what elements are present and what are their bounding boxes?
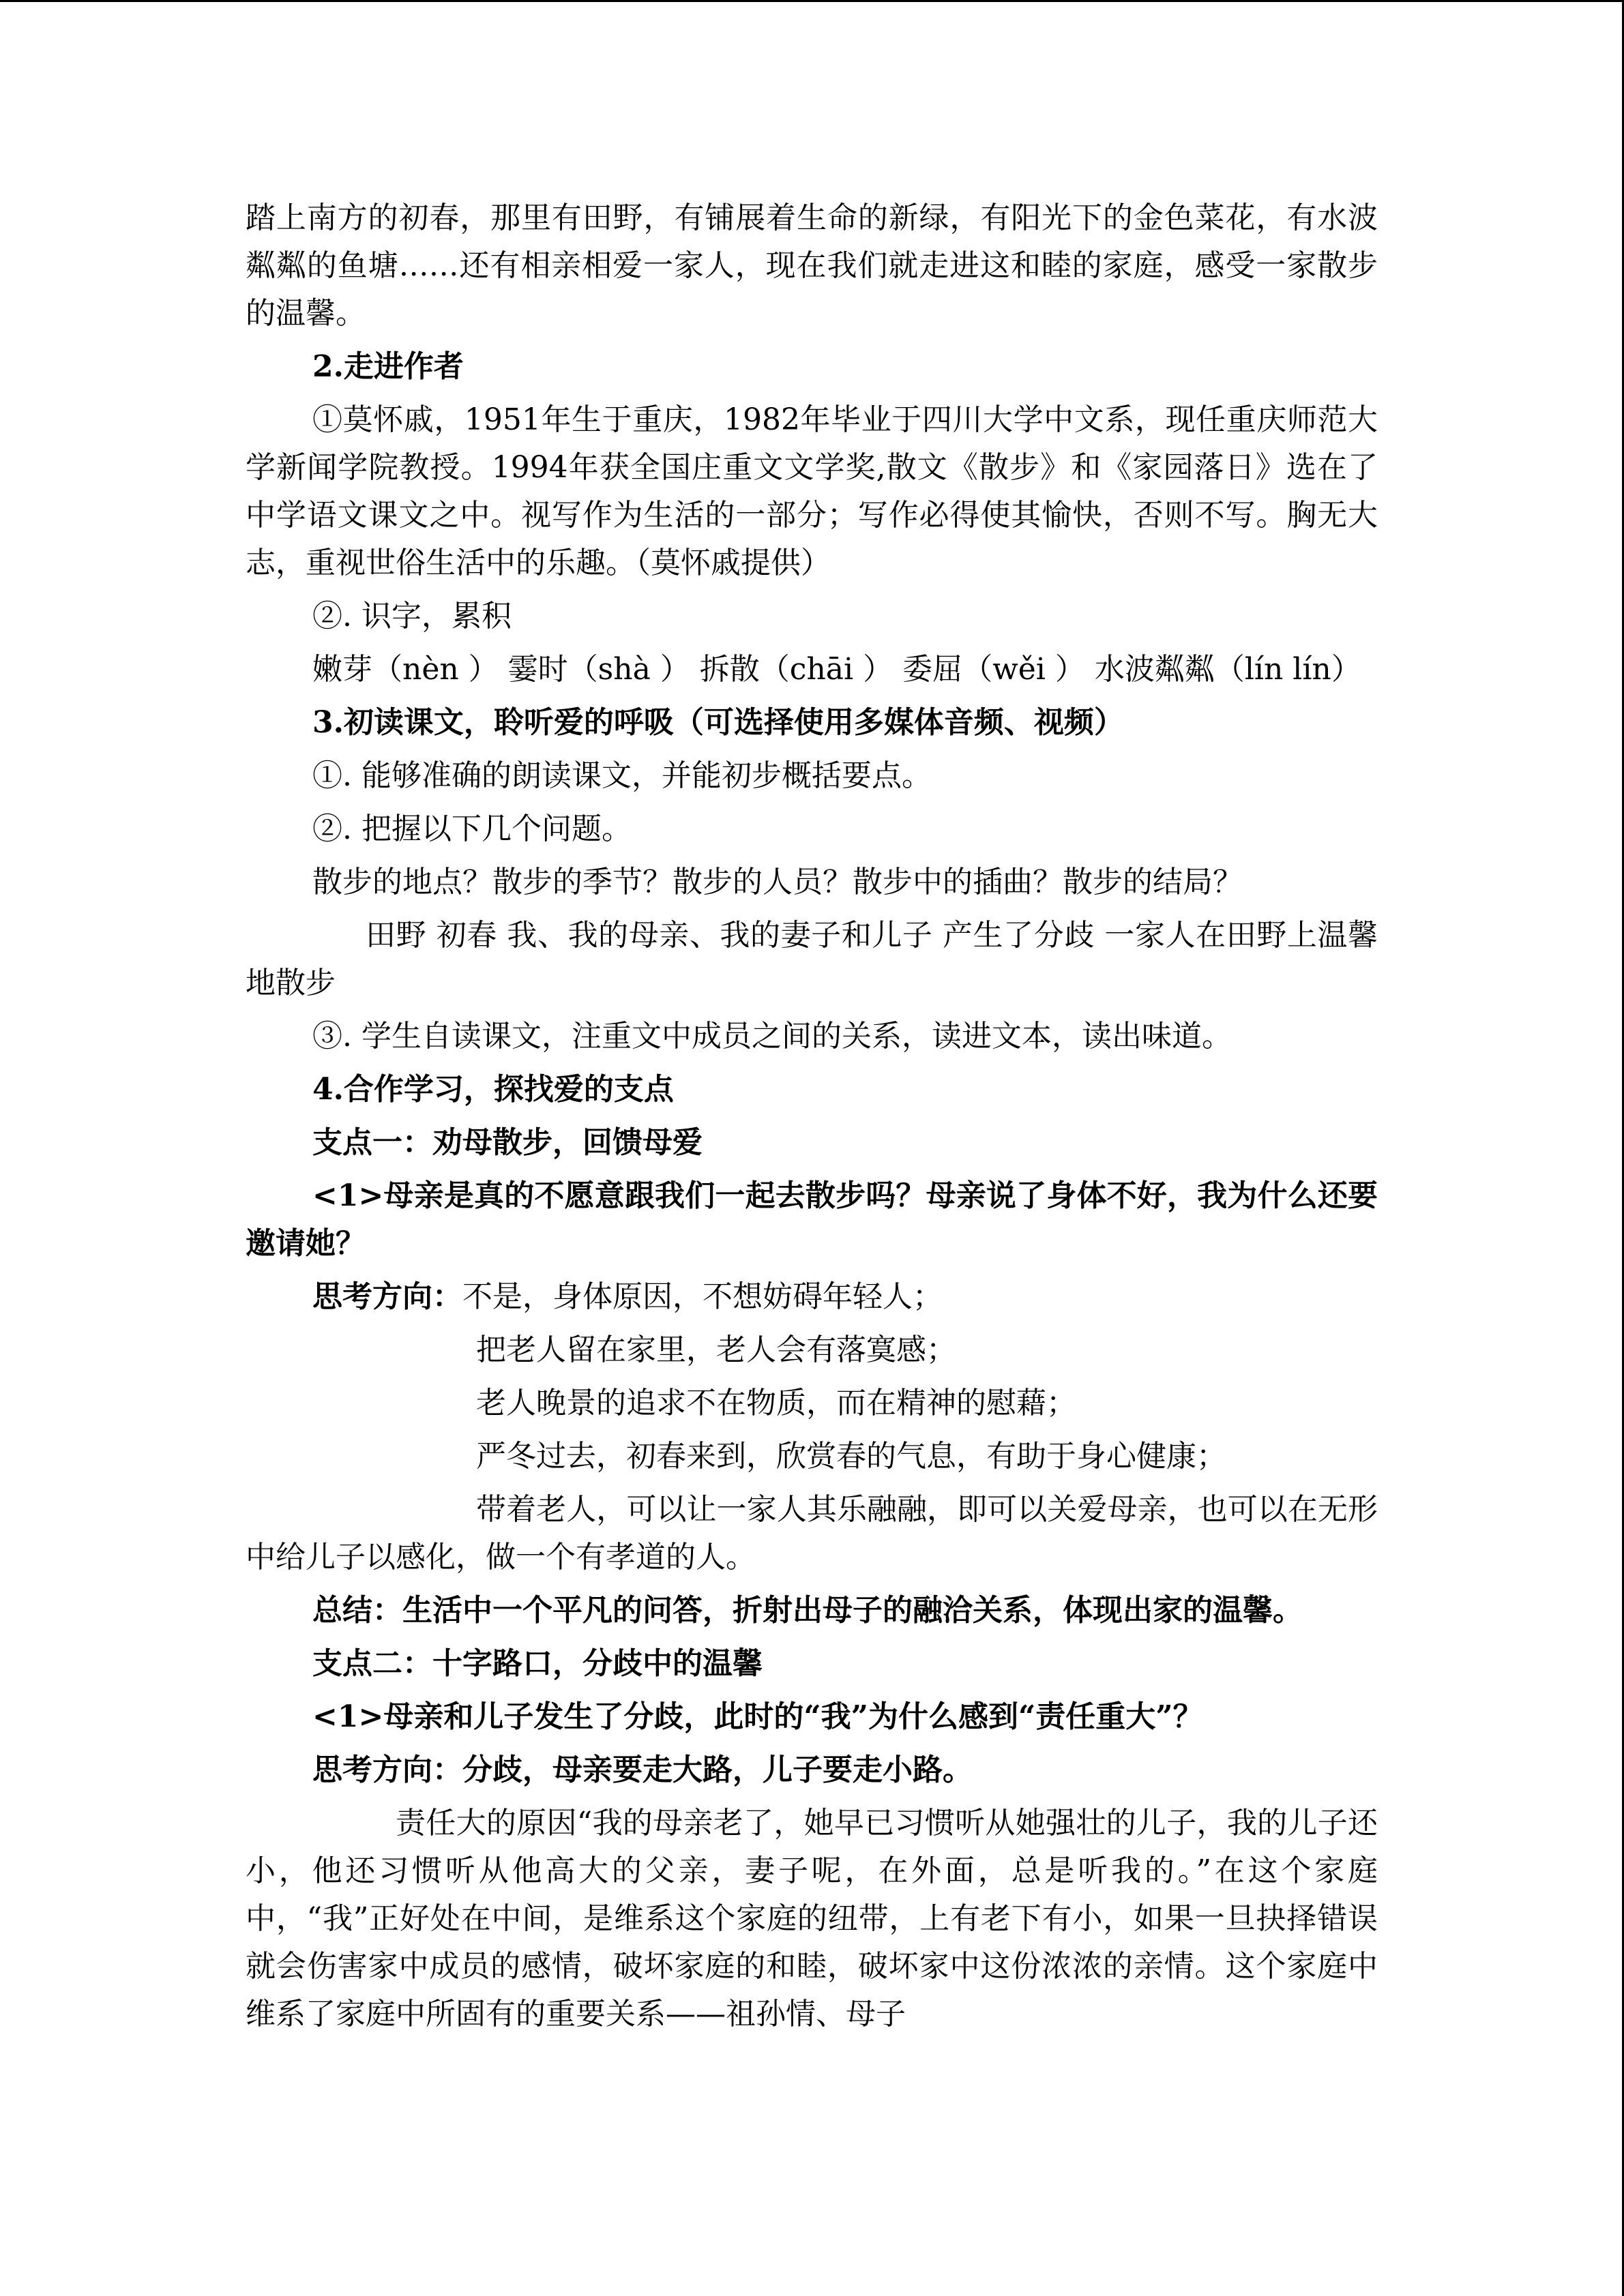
questions-line: 散步的地点？散步的季节？散步的人员？散步中的插曲？散步的结局？ <box>312 865 1243 899</box>
point-one-heading: 支点一：劝母散步，回馈母爱 <box>312 1125 703 1160</box>
section-heading-cooperative: 4.合作学习，探找爱的支点 <box>312 1072 674 1107</box>
document-body <box>246 194 1378 2044</box>
vocab-title: ②. 识字，累积 <box>312 599 512 633</box>
reading-step-2: ②. 把握以下几个问题。 <box>312 811 632 846</box>
question-two: <1>母亲和儿子发生了分歧，此时的“我”为什么感到“责任重大”？ <box>312 1699 1203 1734</box>
thinking-item-3: 老人晚景的追求不在物质，而在精神的慰藉； <box>476 1386 1076 1420</box>
point-two-heading: 支点二：十字路口，分歧中的温馨 <box>312 1646 763 1681</box>
page-border-top <box>0 0 1624 2</box>
thinking-item-5: 带着老人，可以让一家人其乐融融，即可以关爱母亲，也可以在无形中给儿子以感化，做一个有孝道的人。 <box>246 1492 1378 1575</box>
thinking-item-4: 严冬过去，初春来到，欣赏春的气息，有助于身心健康； <box>476 1439 1226 1474</box>
section-heading-author: 2.走进作者 <box>312 349 464 384</box>
thinking-item-2: 把老人留在家里，老人会有落寞感； <box>476 1332 956 1367</box>
thinking-item-1: 不是，身体原因，不想妨碍年轻人； <box>462 1279 943 1314</box>
vocab-list: 嫩芽（nèn ） 霎时（shà ） 拆散（chāi ） 委屈（wěi ） 水波粼粼（lín lín） <box>312 652 1361 687</box>
thinking-direction-one <box>246 1273 1378 1321</box>
section-heading-reading: 3.初读课文，聆听爱的呼吸（可选择使用多媒体音频、视频） <box>312 705 1124 740</box>
reading-step-1: ①. 能够准确的朗读课文，并能初步概括要点。 <box>312 758 932 793</box>
answers-line: 田野 初春 我、我的母亲、我的妻子和儿子 产生了分歧 一家人在田野上温馨地散步 <box>246 918 1378 1000</box>
reading-step-3: ③. 学生自读课文，注重文中成员之间的关系，读进文本，读出味道。 <box>312 1019 1232 1054</box>
author-paragraph: ①莫怀戚，1951年生于重庆，1982年毕业于四川大学中文系，现任重庆师范大学新闻学院教授。1994年获全国庄重文文学奖,散文《散步》和《家园落日》选在了中学语文课文之中。视写作为生活的一部分；写作必得使其愉快，否则不写。胸无大志，重视世俗生活中的乐趣。（莫怀戚提供） <box>246 402 1378 580</box>
thinking-label: 思考方向： <box>312 1279 462 1314</box>
intro-paragraph: 踏上南方的初春，那里有田野，有铺展着生命的新绿，有阳光下的金色菜花，有水波粼粼的鱼塘……还有相亲相爱一家人，现在我们就走进这和睦的家庭，感受一家散步的温馨。 <box>246 200 1378 331</box>
question-one: <1>母亲是真的不愿意跟我们一起去散步吗？母亲说了身体不好，我为什么还要邀请她？ <box>246 1178 1378 1261</box>
responsibility-paragraph: 责任大的原因“我的母亲老了，她早已习惯听从她强壮的儿子，我的儿子还小，他还习惯听从他高大的父亲，妻子呢，在外面，总是听我的。”在这个家庭中，“我”正好处在中间，是维系这个家庭的纽带，上有老下有小，如果一旦抉择错误就会伤害家中成员的感情，破坏家庭的和睦，破坏家中这份浓浓的亲情。这个家庭中维系了家庭中所固有的重要关系——祖孙情、母子 <box>246 1806 1378 2031</box>
thinking-direction-two: 思考方向：分歧，母亲要走大路，儿子要走小路。 <box>312 1753 973 1787</box>
summary-one: 总结：生活中一个平凡的问答，折射出母子的融洽关系，体现出家的温馨。 <box>312 1593 1303 1628</box>
